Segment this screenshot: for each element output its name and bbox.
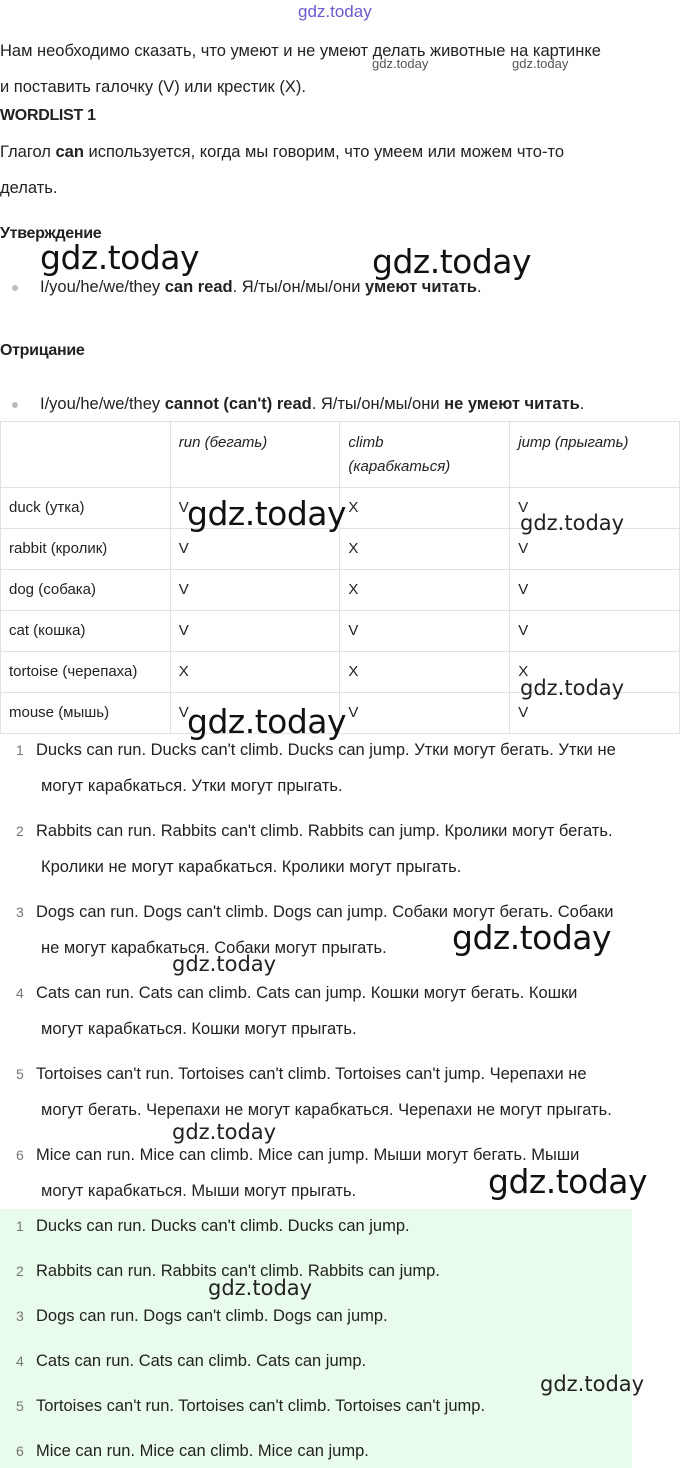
- watermark: gdz.today: [452, 918, 612, 957]
- can-keyword: can: [55, 143, 84, 161]
- watermark: gdz.today: [187, 494, 347, 533]
- table-cell: V: [340, 693, 510, 734]
- can-suffix: используется, когда мы говорим, что умеем или можем что-то: [83, 143, 565, 161]
- table-cell: V: [170, 488, 340, 529]
- intro-line-1: Нам необходимо сказать, что умеют и не умеют делать животные на картинке: [0, 42, 601, 60]
- table-cell: X: [340, 488, 510, 529]
- table-cell: X: [510, 652, 680, 693]
- table-header-cell: [1, 422, 171, 488]
- answers-short-box: [0, 1209, 632, 1468]
- table-cell: mouse (мышь): [1, 693, 171, 734]
- intro-line-2: и поставить галочку (V) или крестик (X).: [0, 78, 306, 96]
- watermark: gdz.today: [40, 238, 200, 277]
- watermark: gdz.today: [298, 2, 372, 21]
- can-line-2: делать.: [0, 179, 58, 197]
- intro-paragraph: [0, 33, 680, 105]
- table-cell: V: [170, 529, 340, 570]
- table-cell: V: [510, 570, 680, 611]
- table-cell: duck (утка): [1, 488, 171, 529]
- can-paragraph: [0, 134, 680, 206]
- table-header-cell: climb (карабкаться): [340, 422, 510, 488]
- table-cell: X: [170, 652, 340, 693]
- bullet-dot-icon: [12, 402, 18, 408]
- watermark: gdz.today: [372, 242, 532, 281]
- table-cell: V: [170, 570, 340, 611]
- table-cell: V: [510, 611, 680, 652]
- table-cell: V: [170, 693, 340, 734]
- watermark: gdz.today: [172, 952, 277, 976]
- table-cell: V: [510, 693, 680, 734]
- can-prefix: Глагол: [0, 143, 56, 161]
- table-header-cell: jump (прыгать): [510, 422, 680, 488]
- table-cell: V: [170, 611, 340, 652]
- table-cell: tortoise (черепаха): [1, 652, 171, 693]
- table-header-row: [1, 422, 680, 488]
- watermark: gdz.today: [488, 1162, 648, 1201]
- table-cell: V: [510, 488, 680, 529]
- table-row: [1, 570, 680, 611]
- watermark: gdz.today: [187, 702, 347, 741]
- watermark: gdz.today: [208, 1276, 313, 1300]
- watermark: gdz.today: [512, 56, 569, 71]
- table-cell: cat (кошка): [1, 611, 171, 652]
- affirmative-heading: Утверждение: [0, 225, 102, 242]
- table-row: [1, 611, 680, 652]
- table-cell: X: [340, 652, 510, 693]
- table-cell: dog (собака): [1, 570, 171, 611]
- watermark: gdz.today: [520, 511, 625, 535]
- watermark: gdz.today: [172, 1120, 277, 1144]
- negative-heading: Отрицание: [0, 342, 85, 359]
- table-cell: X: [340, 529, 510, 570]
- table-cell: X: [340, 570, 510, 611]
- table-cell: V: [340, 611, 510, 652]
- watermark: gdz.today: [520, 676, 625, 700]
- table-cell: V: [510, 529, 680, 570]
- table-cell: rabbit (кролик): [1, 529, 171, 570]
- watermark: gdz.today: [540, 1372, 645, 1396]
- table-header-cell: run (бегать): [170, 422, 340, 488]
- wordlist-heading: WORDLIST 1: [0, 107, 96, 124]
- bullet-dot-icon: [12, 285, 18, 291]
- watermark: gdz.today: [372, 56, 429, 71]
